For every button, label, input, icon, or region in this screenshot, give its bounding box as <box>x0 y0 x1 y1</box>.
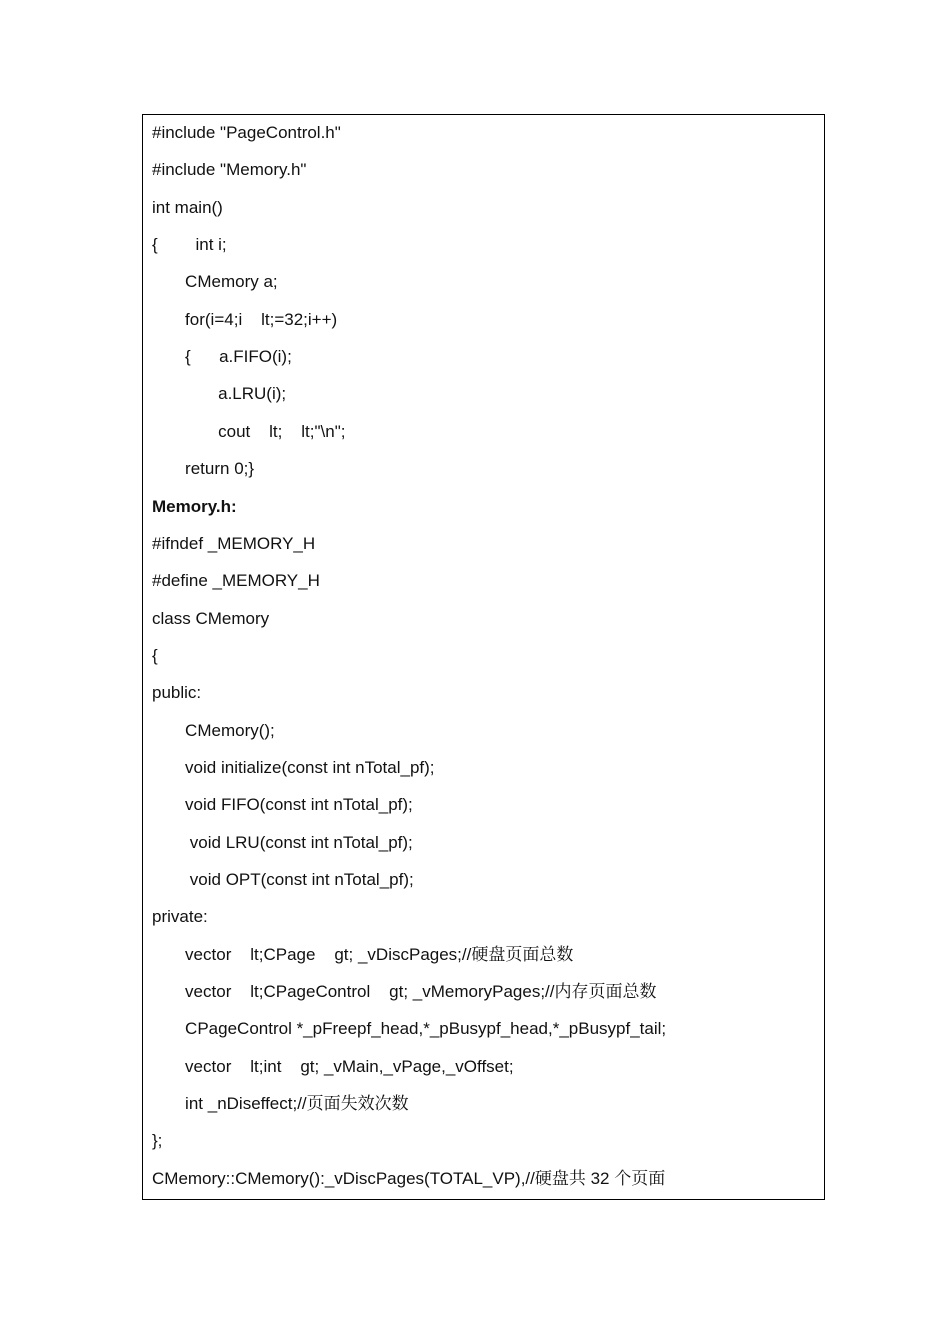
code-line: void LRU(const int nTotal_pf); <box>152 833 413 852</box>
code-line: { <box>152 646 158 665</box>
code-line: CMemory::CMemory():_vDiscPages(TOTAL_VP),//硬盘共 32 个页面 <box>152 1169 666 1188</box>
code-line: { int i; <box>152 235 227 254</box>
code-line: a.LRU(i); <box>152 384 287 403</box>
code-line: { a.FIFO(i); <box>152 347 292 366</box>
code-line: #ifndef _MEMORY_H <box>152 534 316 553</box>
section-heading: Memory.h: <box>152 497 237 516</box>
code-line: #include "PageControl.h" <box>152 123 341 142</box>
code-line: void OPT(const int nTotal_pf); <box>152 870 414 889</box>
code-line: vector lt;CPage gt; _vDiscPages;//硬盘页面总数 <box>152 945 574 964</box>
code-line: class CMemory <box>152 609 270 628</box>
code-line: #include "Memory.h" <box>152 160 307 179</box>
code-line: CMemory a; <box>152 272 278 291</box>
code-line: CMemory(); <box>152 721 275 740</box>
code-line: int _nDiseffect;//页面失效次数 <box>152 1094 409 1113</box>
code-line: int main() <box>152 198 223 217</box>
code-line: void initialize(const int nTotal_pf); <box>152 758 435 777</box>
code-line: for(i=4;i lt;=32;i++) <box>152 310 338 329</box>
code-line: return 0;} <box>152 459 255 478</box>
code-line: void FIFO(const int nTotal_pf); <box>152 795 413 814</box>
code-line: cout lt; lt;"\n"; <box>152 422 346 441</box>
code-line: private: <box>152 907 208 926</box>
code-line: public: <box>152 683 202 702</box>
code-line: vector lt;CPageControl gt; _vMemoryPages;//内存页面总数 <box>152 982 657 1001</box>
code-line: vector lt;int gt; _vMain,_vPage,_vOffset; <box>152 1057 514 1076</box>
code-line: }; <box>152 1131 163 1150</box>
code-line: CPageControl *_pFreepf_head,*_pBusypf_head,*_pBusypf_tail; <box>152 1019 667 1038</box>
code-line: #define _MEMORY_H <box>152 571 320 590</box>
